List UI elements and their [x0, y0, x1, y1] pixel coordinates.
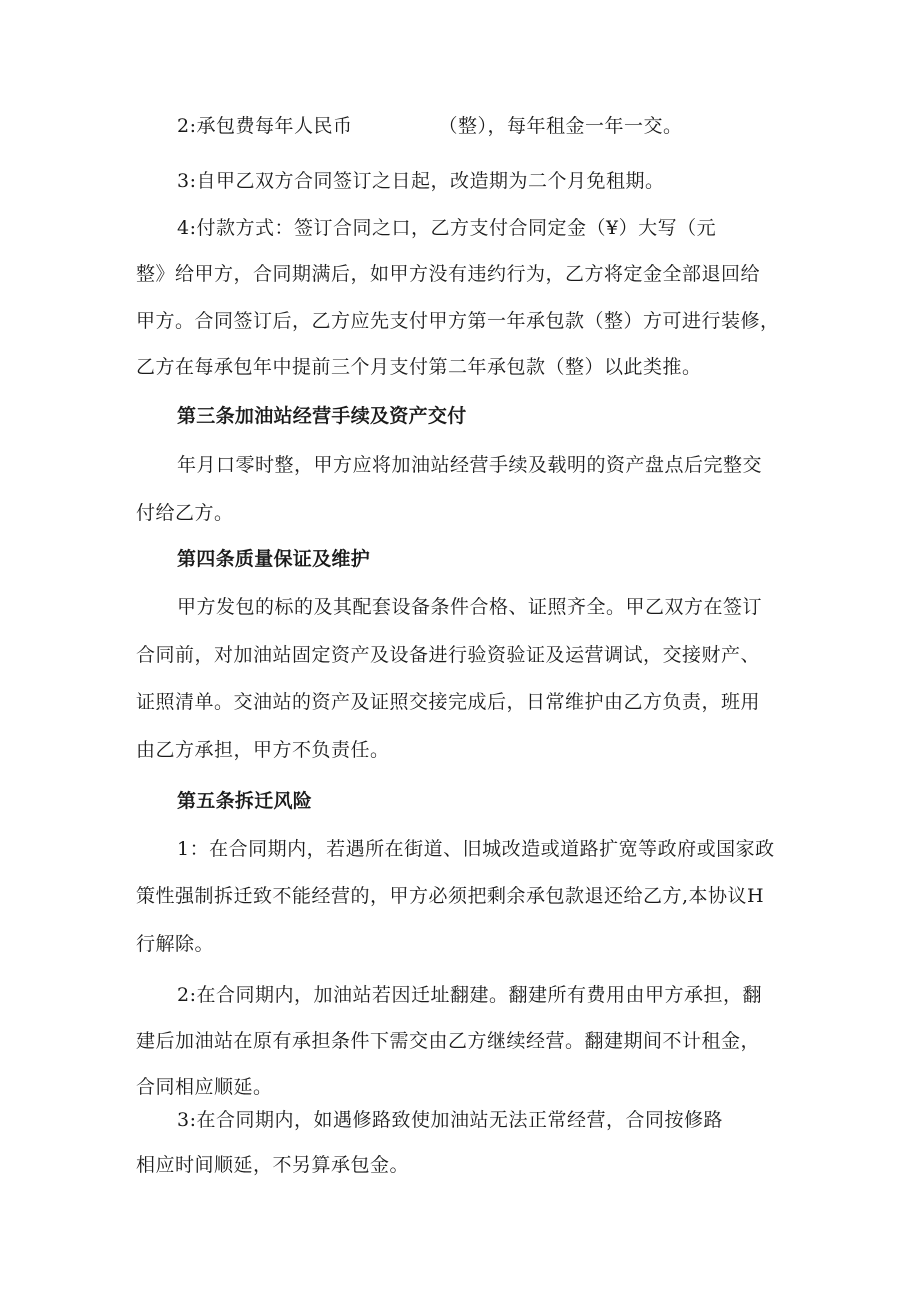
- article-3-line-2: 付给乙方。: [136, 502, 234, 524]
- article-5-item-1-line-2: 策性强制拆迁致不能经营的，甲方必须把剩余承包款退还给乙方,本协议H: [136, 885, 765, 907]
- article-4-line-4: 由乙方承担，甲方不负责任。: [136, 739, 390, 761]
- article-5-item-2-line-2: 建后加油站在原有承担条件下需交由乙方继续经营。翻建期间不计租金，: [136, 1030, 761, 1052]
- clause-fee-text-a: 2:承包费每年人民币: [177, 115, 353, 137]
- article-3-line-1: 年月口零时整，甲方应将加油站经营手续及载明的资产盘点后完整交: [177, 454, 763, 476]
- article-5-item-3-line-1: 3:在合同期内，如遇修路致使加油站无法正常经营，合同按修路: [177, 1109, 723, 1131]
- clause-payment-line-4: 乙方在每承包年中提前三个月支付第二年承包款（整）以此类推。: [136, 356, 702, 378]
- clause-payment-line-2: 整》给甲方，合同期满后，如甲方没有违约行为，乙方将定金全部退回给: [136, 263, 761, 285]
- clause-rent-free: 3:自甲乙双方合同签订之日起，改造期为二个月免租期。: [177, 170, 665, 192]
- article-5-item-1-line-1: 1：在合同期内，若遇所在街道、旧城改造或道路扩宽等政府或国家政: [177, 838, 775, 860]
- article-5-item-2-line-1: 2:在合同期内，加油站若因迁址翻建。翻建所有费用由甲方承担，翻: [177, 984, 762, 1006]
- article-4-line-2: 合同前，对加油站固定资产及设备进行验资验证及运营调试，交接财产、: [136, 644, 761, 666]
- clause-fee-line: [177, 117, 683, 136]
- article-4-line-1: 甲方发包的标的及其配套设备条件合格、证照齐全。甲乙双方在签订: [177, 596, 763, 618]
- article-5-item-3-line-2: 相应时间顺延，不另算承包金。: [136, 1154, 410, 1176]
- article-5-item-1-line-3: 行解除。: [136, 933, 215, 955]
- article-5-item-2-line-3: 合同相应顺延。: [136, 1076, 273, 1098]
- clause-payment-line-3: 甲方。合同签订后，乙方应先支付甲方第一年承包款（整）方可进行装修，: [136, 310, 780, 332]
- article-4-heading: 第四条质量保证及维护: [177, 548, 371, 570]
- article-5-heading: 第五条拆迁风险: [177, 790, 313, 812]
- clause-payment-line-1: 4:付款方式：签订合同之口，乙方支付合同定金（¥）大写（元: [177, 217, 717, 239]
- article-3-heading: 第三条加油站经营手续及资产交付: [177, 405, 467, 427]
- article-4-line-3: 证照清单。交油站的资产及证照交接完成后，日常维护由乙方负责，班用: [136, 691, 761, 713]
- clause-fee-text-b: （整），每年租金一年一交。: [438, 115, 683, 137]
